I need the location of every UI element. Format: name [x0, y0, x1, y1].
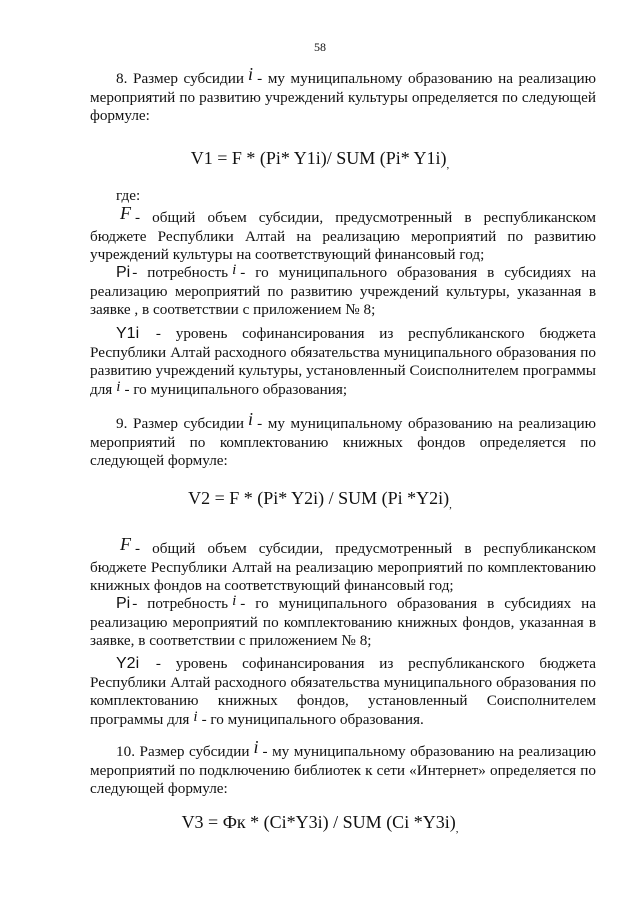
index-symbol: i [116, 378, 121, 395]
formula-v3 [0, 812, 640, 835]
paragraph-10-rest: - му муниципальному образованию на реализацию мероприятий по подключению библиотек к сети «Интернет» определяется по следующей формуле: [90, 743, 597, 797]
formula-v2 [0, 488, 640, 511]
definition-f-1-text: - общий объем субсидии, предусмотренный в республиканском бюджете Республики Алтай на реализацию мероприятий по развитию учреждений культуры на соответствующий финансовый год; [90, 209, 596, 263]
definition-pi-1 [90, 264, 596, 320]
index-symbol: i [248, 409, 254, 429]
definition-y2i [90, 655, 596, 729]
symbol-f: F [120, 534, 131, 554]
paragraph-9-rest: - му муниципальному образованию на реализацию мероприятий по комплектованию книжных фондов определяется по следующей формуле: [90, 415, 597, 469]
formula-v3-comma: , [455, 823, 459, 835]
definition-pi-2-rest: - го муниципального образования в субсидиях на реализацию мероприятий по комплектованию книжных фондов, указанная в заявке, в соответствии с приложением № 8; [90, 595, 596, 649]
paragraph-9-lead: 9. Размер субсидии [116, 415, 245, 432]
paragraph-10 [90, 737, 597, 799]
index-symbol: i [248, 64, 254, 84]
paragraph-8 [90, 64, 597, 126]
formula-v1-text: V1 = F * (Pi* Y1i)/ SUM (Pi* Y1i) [190, 148, 447, 168]
definition-y1i-rest: - го муниципального образования; [124, 380, 348, 398]
symbol-f: F [120, 203, 131, 223]
definition-pi-1-lead: - потребность [132, 264, 229, 281]
index-symbol: i [232, 262, 237, 278]
index-symbol: i [253, 737, 259, 757]
definition-y1i-lead: - уровень софинансирования из республиканского бюджета Республики Алтай расходного обязательства муниципального образования по развитию учреждений культуры, установленный Соисполнителем программы для [90, 325, 596, 398]
definition-y2i-rest: - го муниципального образования. [201, 710, 424, 728]
symbol-y1i: Y1i [116, 325, 140, 342]
paragraph-8-rest: - му муниципальному образованию на реализацию мероприятий по развитию учреждений культуры определяется по следующей формуле: [90, 70, 597, 124]
index-symbol: i [193, 708, 198, 725]
index-symbol: i [232, 593, 237, 609]
formula-v1-comma: , [446, 159, 450, 171]
definition-f-1 [90, 203, 596, 265]
formula-v3-text: V3 = Фк * (Ci*Y3i) / SUM (Ci *Y3i) [181, 812, 456, 832]
symbol-y2i: Y2i [116, 655, 140, 672]
definition-pi-2-lead: - потребность [132, 595, 229, 612]
paragraph-9 [90, 409, 597, 471]
definition-f-2-text: - общий объем субсидии, предусмотренный в республиканском бюджете Республики Алтай на реализацию мероприятий по комплектованию книжных фондов на соответствующий финансовый год; [90, 540, 596, 594]
definition-pi-2 [90, 595, 596, 651]
where-label: где: [116, 187, 141, 204]
symbol-pi: Pi [116, 595, 131, 612]
formula-v1 [0, 148, 640, 171]
page-number: 58 [314, 40, 326, 54]
paragraph-8-lead: 8. Размер субсидии [116, 70, 245, 87]
formula-v2-comma: , [449, 499, 452, 511]
definition-f-2 [90, 534, 596, 596]
formula-v2-text: V2 = F * (Pi* Y2i) / SUM (Pi *Y2i) [188, 488, 450, 508]
definition-y1i [90, 325, 596, 399]
definition-y2i-lead: - уровень софинансирования из республиканского бюджета Республики Алтай расходного обязательства муниципального образования по комплектованию книжных фондов, установленный Соисполнителем программы для [90, 655, 596, 728]
paragraph-10-lead: 10. Размер субсидии [116, 743, 250, 760]
definition-pi-1-rest: - го муниципального образования в субсидиях на реализацию мероприятий по развитию учреждений культуры, указанная в заявке , в соответствии с приложением № 8; [90, 264, 596, 318]
symbol-pi: Pi [116, 264, 131, 281]
